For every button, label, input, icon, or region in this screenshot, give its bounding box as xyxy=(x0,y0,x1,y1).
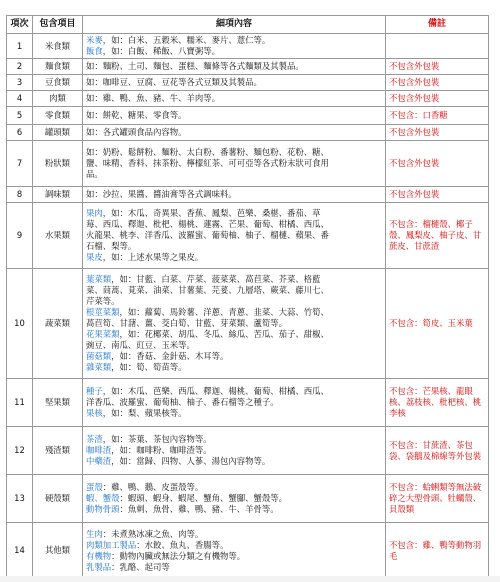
row-detail xyxy=(83,379,386,427)
table-row xyxy=(7,203,489,269)
header-no: 項次 xyxy=(7,16,33,34)
subcategory-label: 根莖菜類 xyxy=(86,307,120,317)
table-row xyxy=(7,523,489,579)
row-category: 豆食類 xyxy=(33,75,83,91)
detail-text: ：蝦頭、蝦身、蝦尾、蟹角、蟹腳、蟹殼等。 xyxy=(119,493,287,503)
detail-text: ，如：上述水果等之果皮。 xyxy=(102,252,204,262)
row-detail xyxy=(83,203,386,269)
detail-line xyxy=(86,61,382,72)
detail-line xyxy=(86,445,382,456)
detail-text: ，如：木瓜、奇異果、香蕉、鳳梨、芭樂、桑椹、番茄、草 xyxy=(102,208,321,218)
detail-line xyxy=(86,397,382,408)
subcategory-label: 蛋殼 xyxy=(86,482,103,492)
detail-line xyxy=(86,551,382,562)
detail-text: 菜、茼蒿、莧菜、油菜、甘薯葉、芫荽、九層塔、蕨菜、藤川七、 xyxy=(86,285,329,295)
detail-text: 石榴、梨等。 xyxy=(86,241,137,251)
table-row xyxy=(7,75,489,91)
detail-text: ，如：白米、五穀米、糯米、麥片、薏仁等。 xyxy=(102,35,271,45)
detail-text: 如：餅乾、糖果、零食等。 xyxy=(86,110,187,120)
row-category: 麵食類 xyxy=(33,59,83,75)
row-category: 蔬菜類 xyxy=(33,269,83,379)
detail-line xyxy=(86,110,382,121)
row-note: 不包含外包裝 xyxy=(386,75,489,91)
detail-line xyxy=(86,434,382,445)
row-number: 14 xyxy=(7,523,33,579)
header-note: 備註 xyxy=(386,16,489,34)
subcategory-label: 菌菇類 xyxy=(86,351,112,361)
row-number: 2 xyxy=(7,59,33,75)
detail-text: 如：沙拉、果醬、醬油膏等各式調味料。 xyxy=(86,189,237,199)
row-note: 不包含外包裝 xyxy=(386,125,489,141)
detail-line xyxy=(86,241,382,252)
row-note: 不包含：蛤蜊類等無法破碎之大型骨頭、牡蠣殼、貝殼類 xyxy=(386,475,489,523)
bottom-edge xyxy=(0,576,500,582)
detail-line xyxy=(86,169,382,180)
detail-line xyxy=(86,562,382,573)
row-number: 10 xyxy=(7,269,33,379)
detail-text: 芹菜等。 xyxy=(86,296,120,306)
row-category: 調味類 xyxy=(33,187,83,203)
detail-line xyxy=(86,230,382,241)
detail-text: ，如：茶葉、茶包內容物等。 xyxy=(102,434,212,444)
detail-line xyxy=(86,77,382,88)
subcategory-label: 果核 xyxy=(86,408,103,418)
detail-line xyxy=(86,147,382,158)
row-number: 12 xyxy=(7,427,33,475)
detail-text: ：動物內臟或無法分類之有機物等。 xyxy=(111,550,246,561)
subcategory-label: 動物骨頭 xyxy=(86,504,120,514)
detail-text: ：乳酪、起司等 xyxy=(111,561,170,572)
food-waste-classification-table xyxy=(6,15,489,579)
table-row xyxy=(7,141,489,187)
detail-line xyxy=(86,529,382,540)
detail-line xyxy=(86,540,382,551)
detail-text: 萵苣筍、甘藷、薑、茭白筍、甘藍、芽菜類、蘆筍等。 xyxy=(86,318,287,328)
subcategory-label: 花果菜類 xyxy=(86,329,120,339)
subcategory-label: 肉類加工製品 xyxy=(86,539,137,550)
subcategory-label: 乳製品 xyxy=(86,561,112,572)
table-row xyxy=(7,187,489,203)
row-category: 殘渣類 xyxy=(33,427,83,475)
row-category: 米食類 xyxy=(33,34,83,59)
detail-line xyxy=(86,46,382,57)
row-note xyxy=(386,34,489,59)
detail-text: 如：麵粉、土司、麵包、蛋糕、麵條等各式麵類及其製品。 xyxy=(86,61,304,71)
row-category: 硬殼類 xyxy=(33,475,83,523)
table-row xyxy=(7,379,489,427)
detail-text: 火龍果、桃李、洋香瓜、波羅蜜、葡萄柚、柚子、榴槤、蘋果、番 xyxy=(86,230,329,240)
row-category: 水果類 xyxy=(33,203,83,269)
row-category: 粉狀類 xyxy=(33,141,83,187)
subcategory-label: 種子 xyxy=(86,386,103,396)
row-detail xyxy=(83,523,386,579)
table-row xyxy=(7,107,489,125)
table-row xyxy=(7,59,489,75)
detail-line xyxy=(86,189,382,200)
subcategory-label: 有機物 xyxy=(86,550,112,561)
row-detail xyxy=(83,475,386,523)
row-detail xyxy=(83,187,386,203)
detail-line xyxy=(86,307,382,318)
detail-text: ：水餃、魚丸、香腸等。 xyxy=(136,539,229,550)
row-number: 9 xyxy=(7,203,33,269)
row-number: 8 xyxy=(7,187,33,203)
detail-text: 品。 xyxy=(86,169,103,179)
detail-text: 如：各式罐頭食品內容物。 xyxy=(86,127,187,137)
detail-text: 洋香瓜、波羅蜜、葡萄柚、柚子、番石榴等之種子。 xyxy=(86,397,279,407)
detail-line xyxy=(86,340,382,351)
row-detail xyxy=(83,34,386,59)
row-category: 零食類 xyxy=(33,107,83,125)
row-number: 6 xyxy=(7,125,33,141)
subcategory-label: 飯食 xyxy=(86,46,103,56)
row-note: 不包含外包裝 xyxy=(386,141,489,187)
row-number: 13 xyxy=(7,475,33,523)
row-detail xyxy=(83,91,386,107)
header-detail: 細項內容 xyxy=(83,16,386,34)
subcategory-label: 果皮 xyxy=(86,252,103,262)
row-note: 不包含外包裝 xyxy=(386,187,489,203)
row-detail xyxy=(83,141,386,187)
row-number: 4 xyxy=(7,91,33,107)
header-row xyxy=(7,16,489,34)
row-number: 1 xyxy=(7,34,33,59)
detail-line xyxy=(86,493,382,504)
row-number: 11 xyxy=(7,379,33,427)
detail-text: 如：雞、鴨、魚、豬、牛、羊肉等。 xyxy=(86,93,220,103)
detail-line xyxy=(86,274,382,285)
table-row xyxy=(7,91,489,107)
row-category: 其他類 xyxy=(33,523,83,579)
subcategory-label: 葉菜類 xyxy=(86,274,112,284)
row-note: 不包含：甘蔗渣、茶包袋、袋鵝及棉線等外包裝 xyxy=(386,427,489,475)
detail-line xyxy=(86,296,382,307)
detail-line xyxy=(86,482,382,493)
subcategory-label: 茶渣 xyxy=(86,434,103,444)
detail-line xyxy=(86,93,382,104)
subcategory-label: 蝦、蟹殼 xyxy=(86,493,120,503)
detail-line xyxy=(86,35,382,46)
detail-line xyxy=(86,318,382,329)
top-margin xyxy=(0,0,500,8)
detail-text: ，如：香菇、金針菇、木耳等。 xyxy=(111,351,229,361)
detail-text: ，如：木瓜、芭樂、西瓜、釋迦、楊桃、葡萄、柑橘、西瓜、 xyxy=(102,386,329,396)
row-note: 不包含：雞、鴨等動物羽毛 xyxy=(386,523,489,579)
detail-line xyxy=(86,351,382,362)
detail-text: ：未煮熟冰凍之魚、肉等。 xyxy=(102,528,204,539)
detail-text: ，如：蘿蔔、馬鈴薯、洋蔥、青蔥、韭菜、大蒜、竹筍、 xyxy=(119,307,329,317)
detail-line xyxy=(86,456,382,467)
row-note: 不包含外包裝 xyxy=(386,91,489,107)
row-number: 3 xyxy=(7,75,33,91)
detail-text: 鹽、味精、香料、抹茶粉、檸檬紅茶、可可亞等各式粉末狀可食用 xyxy=(86,158,329,168)
row-detail xyxy=(83,59,386,75)
subcategory-label: 咖啡渣 xyxy=(86,445,112,455)
detail-text: ，如：咖啡粉、咖啡渣等。 xyxy=(111,445,212,455)
detail-line xyxy=(86,252,382,263)
row-number: 7 xyxy=(7,141,33,187)
detail-text: ：雞、鴨、鵝、皮蛋殼等。 xyxy=(102,482,204,492)
row-note: 不包含：榴槤殼、椰子殼、鳳梨皮、柚子皮、甘蔗皮、甘蔗渣 xyxy=(386,203,489,269)
table-row xyxy=(7,427,489,475)
detail-line xyxy=(86,504,382,515)
detail-line xyxy=(86,208,382,219)
table-row xyxy=(7,34,489,59)
detail-text: ，如：白飯、稀飯、八寶粥等。 xyxy=(102,46,220,56)
table-row xyxy=(7,269,489,379)
detail-text: 如：咖啡豆、豆腐、豆花等各式豆類及其製品。 xyxy=(86,77,262,87)
table-row xyxy=(7,125,489,141)
detail-line xyxy=(86,329,382,340)
detail-text: ，如：梨、蘋果核等。 xyxy=(102,408,187,418)
table-body xyxy=(7,34,489,579)
row-detail xyxy=(83,427,386,475)
row-category: 肉類 xyxy=(33,91,83,107)
subcategory-label: 米麥 xyxy=(86,35,103,45)
row-note: 不包含外包裝 xyxy=(386,59,489,75)
detail-line xyxy=(86,386,382,397)
detail-text: ，如：甘藍、白菜、芹菜、菠菜菜、萵苣菜、芥菜、格藍 xyxy=(111,274,321,284)
row-detail xyxy=(83,125,386,141)
subcategory-label: 果肉 xyxy=(86,208,103,218)
subcategory-label: 生肉 xyxy=(86,528,103,539)
row-detail xyxy=(83,75,386,91)
detail-line xyxy=(86,127,382,138)
header-category: 包含項目 xyxy=(33,16,83,34)
row-category: 堅果類 xyxy=(33,379,83,427)
subcategory-label: 中藥渣 xyxy=(86,456,112,466)
detail-line xyxy=(86,362,382,373)
row-note: 不包含：口香糖 xyxy=(386,107,489,125)
detail-text: 莓、西瓜、釋迦、枇杷、楊桃、蓮霧、芒果、葡萄、柑橘、西瓜、 xyxy=(86,219,329,229)
table-row xyxy=(7,475,489,523)
detail-line xyxy=(86,285,382,296)
detail-line xyxy=(86,408,382,419)
row-category: 罐頭類 xyxy=(33,125,83,141)
detail-text: 豌豆、南瓜、豇豆、玉米等。 xyxy=(86,340,195,350)
detail-text: ，如：花椰菜、胡瓜、冬瓜、絲瓜、苦瓜、茄子、甜椒、 xyxy=(119,329,329,339)
row-note: 不包含：芒果核、龍眼核、荔枝核、枇杷核、桃李核 xyxy=(386,379,489,427)
row-note: 不包含：筍皮、玉米葉 xyxy=(386,269,489,379)
detail-text: 如：奶粉、鬆餅粉、麵粉、太白粉、番薯粉、麵包粉、花粉、糖、 xyxy=(86,147,329,157)
row-number: 5 xyxy=(7,107,33,125)
subcategory-label: 雜菜類 xyxy=(86,362,112,372)
detail-text: ，如：當歸、四物、人蔘、湯包內容物等。 xyxy=(111,456,271,466)
detail-text: ，如：筍、筍苗等。 xyxy=(111,362,187,372)
detail-text: ：魚刺、魚骨、雞、鴨、豬、牛、羊骨等。 xyxy=(119,504,279,514)
row-detail xyxy=(83,107,386,125)
detail-line xyxy=(86,158,382,169)
row-detail xyxy=(83,269,386,379)
detail-line xyxy=(86,219,382,230)
